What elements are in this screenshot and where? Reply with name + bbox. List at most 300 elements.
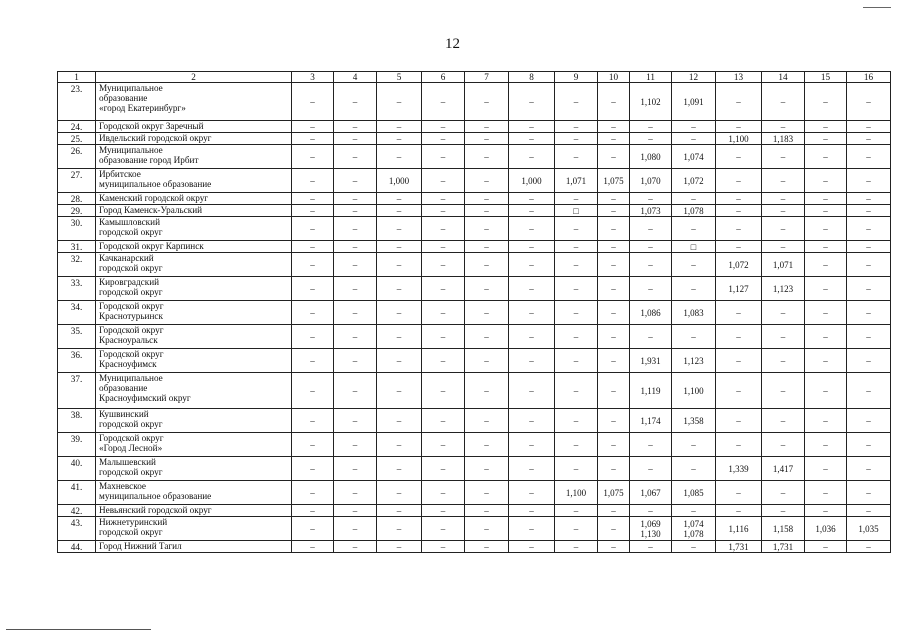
municipality-name: Муниципальное образование город Ирбит [96, 145, 292, 169]
value-cell: 1,067 [630, 481, 672, 505]
value-cell: – [377, 409, 422, 433]
municipality-name: Городской округ Карпинск [96, 241, 292, 253]
row-number: 27. [58, 169, 96, 193]
row-number: 33. [58, 277, 96, 301]
value-cell: – [805, 169, 847, 193]
value-cell: – [422, 409, 465, 433]
table-row [58, 457, 891, 481]
municipality-name: Кушвинский городской округ [96, 409, 292, 433]
row-number: 24. [58, 121, 96, 133]
municipality-name: Город Каменск-Уральский [96, 205, 292, 217]
value-cell: – [334, 457, 377, 481]
value-cell: – [762, 301, 805, 325]
value-cell: – [598, 433, 630, 457]
column-header: 1 [58, 72, 96, 83]
municipality-name: Городской округ «Город Лесной» [96, 433, 292, 457]
value-cell: – [630, 541, 672, 553]
column-header: 6 [422, 72, 465, 83]
value-cell: – [555, 457, 598, 481]
value-cell: – [465, 217, 509, 241]
value-cell: – [716, 349, 762, 373]
value-cell: 1,183 [762, 133, 805, 145]
value-cell: – [509, 457, 555, 481]
value-cell: – [762, 241, 805, 253]
value-cell: – [422, 349, 465, 373]
value-cell: – [805, 505, 847, 517]
table-row [58, 205, 891, 217]
value-cell: – [465, 373, 509, 409]
value-cell: – [598, 145, 630, 169]
value-cell: – [847, 169, 891, 193]
municipality-name: Нижнетуринский городской округ [96, 517, 292, 541]
value-cell: – [672, 541, 716, 553]
value-cell: – [292, 373, 334, 409]
value-cell: 1,116 [716, 517, 762, 541]
value-cell: – [805, 541, 847, 553]
value-cell: – [377, 457, 422, 481]
column-header: 8 [509, 72, 555, 83]
value-cell: – [465, 517, 509, 541]
value-cell: – [716, 241, 762, 253]
value-cell: – [377, 301, 422, 325]
value-cell: – [509, 349, 555, 373]
value-cell: – [422, 145, 465, 169]
value-cell: – [334, 433, 377, 457]
value-cell: – [422, 541, 465, 553]
table-row [58, 121, 891, 133]
value-cell: – [422, 133, 465, 145]
value-cell: – [598, 541, 630, 553]
value-cell: 1,036 [805, 517, 847, 541]
value-cell: – [292, 517, 334, 541]
value-cell: – [805, 325, 847, 349]
value-cell: – [509, 193, 555, 205]
value-cell: – [805, 217, 847, 241]
value-cell: – [465, 433, 509, 457]
value-cell: – [334, 349, 377, 373]
value-cell: – [630, 193, 672, 205]
row-number: 41. [58, 481, 96, 505]
municipality-name: Ивдельский городской округ [96, 133, 292, 145]
value-cell: – [555, 373, 598, 409]
column-header: 11 [630, 72, 672, 83]
value-cell: – [598, 277, 630, 301]
value-cell: – [555, 83, 598, 121]
value-cell: – [555, 133, 598, 145]
value-cell: – [377, 121, 422, 133]
value-cell: – [377, 481, 422, 505]
value-cell: 1,731 [716, 541, 762, 553]
value-cell: – [422, 325, 465, 349]
municipality-name: Махневское муниципальное образование [96, 481, 292, 505]
value-cell: – [465, 301, 509, 325]
value-cell: – [805, 349, 847, 373]
value-cell: 1,731 [762, 541, 805, 553]
value-cell: – [509, 325, 555, 349]
value-cell: – [292, 325, 334, 349]
value-cell: – [292, 121, 334, 133]
value-cell: – [509, 301, 555, 325]
value-cell: – [598, 505, 630, 517]
value-cell: – [377, 277, 422, 301]
value-cell: – [377, 145, 422, 169]
value-cell: – [847, 193, 891, 205]
table-row [58, 517, 891, 541]
value-cell: – [555, 325, 598, 349]
value-cell: – [716, 373, 762, 409]
value-cell: – [847, 145, 891, 169]
value-cell: – [292, 253, 334, 277]
value-cell: – [762, 349, 805, 373]
value-cell: – [805, 253, 847, 277]
row-number: 44. [58, 541, 96, 553]
value-cell: – [292, 409, 334, 433]
value-cell: – [292, 301, 334, 325]
row-number: 26. [58, 145, 96, 169]
column-header: 15 [805, 72, 847, 83]
value-cell: 1,075 [598, 481, 630, 505]
value-cell: – [334, 541, 377, 553]
value-cell: – [630, 505, 672, 517]
value-cell: – [805, 121, 847, 133]
value-cell: – [465, 409, 509, 433]
municipality-name: Невьянский городской округ [96, 505, 292, 517]
row-number: 43. [58, 517, 96, 541]
value-cell: 1,080 [630, 145, 672, 169]
municipality-name: Кировградский городской округ [96, 277, 292, 301]
value-cell: – [555, 541, 598, 553]
value-cell: – [377, 373, 422, 409]
value-cell: – [716, 193, 762, 205]
column-header: 7 [465, 72, 509, 83]
value-cell: – [762, 121, 805, 133]
value-cell: – [555, 301, 598, 325]
value-cell: – [672, 325, 716, 349]
column-header: 10 [598, 72, 630, 83]
data-table [57, 71, 891, 553]
row-number: 30. [58, 217, 96, 241]
value-cell: – [465, 145, 509, 169]
value-cell: – [847, 481, 891, 505]
value-cell: – [672, 133, 716, 145]
value-cell: – [762, 217, 805, 241]
value-cell: 1,000 [377, 169, 422, 193]
value-cell: – [630, 277, 672, 301]
value-cell: – [598, 133, 630, 145]
value-cell: – [465, 253, 509, 277]
value-cell: – [509, 277, 555, 301]
value-cell: – [716, 217, 762, 241]
value-cell: – [847, 205, 891, 217]
page-number: 12 [445, 36, 460, 52]
value-cell: – [847, 373, 891, 409]
value-cell: – [716, 169, 762, 193]
value-cell: – [509, 241, 555, 253]
value-cell: – [377, 133, 422, 145]
value-cell: 1,123 [672, 349, 716, 373]
value-cell: – [465, 121, 509, 133]
value-cell: – [509, 505, 555, 517]
table-row [58, 253, 891, 277]
value-cell: – [377, 205, 422, 217]
value-cell: – [292, 457, 334, 481]
row-number: 40. [58, 457, 96, 481]
value-cell: – [598, 193, 630, 205]
value-cell: – [630, 325, 672, 349]
value-cell: – [716, 145, 762, 169]
value-cell: – [762, 505, 805, 517]
value-cell: – [509, 517, 555, 541]
value-cell: – [598, 121, 630, 133]
value-cell: 1,074 1,078 [672, 517, 716, 541]
table-row [58, 301, 891, 325]
value-cell: – [805, 301, 847, 325]
value-cell: – [716, 409, 762, 433]
value-cell: – [847, 301, 891, 325]
value-cell: – [716, 481, 762, 505]
value-cell: – [292, 83, 334, 121]
value-cell: – [716, 325, 762, 349]
value-cell: 1,100 [555, 481, 598, 505]
value-cell: – [465, 83, 509, 121]
value-cell: 1,174 [630, 409, 672, 433]
table-row [58, 349, 891, 373]
value-cell: – [762, 409, 805, 433]
value-cell: – [334, 409, 377, 433]
value-cell: – [334, 133, 377, 145]
municipality-name: Город Нижний Тагил [96, 541, 292, 553]
value-cell: – [334, 505, 377, 517]
value-cell: □ [555, 205, 598, 217]
value-cell: – [555, 121, 598, 133]
value-cell: – [422, 241, 465, 253]
value-cell: 1,091 [672, 83, 716, 121]
value-cell: – [555, 145, 598, 169]
value-cell: – [598, 217, 630, 241]
value-cell: – [334, 277, 377, 301]
value-cell: 1,074 [672, 145, 716, 169]
row-number: 39. [58, 433, 96, 457]
table-header-row [58, 72, 891, 83]
value-cell: – [422, 373, 465, 409]
municipality-name: Ирбитское муниципальное образование [96, 169, 292, 193]
value-cell: – [509, 481, 555, 505]
value-cell: – [334, 241, 377, 253]
value-cell: – [465, 541, 509, 553]
value-cell: – [292, 541, 334, 553]
table-row [58, 277, 891, 301]
value-cell: – [762, 145, 805, 169]
table-row [58, 145, 891, 169]
column-header: 12 [672, 72, 716, 83]
column-header: 16 [847, 72, 891, 83]
value-cell: – [762, 193, 805, 205]
value-cell: – [334, 83, 377, 121]
value-cell: – [847, 217, 891, 241]
value-cell: – [555, 217, 598, 241]
value-cell: – [805, 205, 847, 217]
value-cell: – [422, 517, 465, 541]
value-cell: – [555, 241, 598, 253]
value-cell: – [805, 373, 847, 409]
table-row [58, 373, 891, 409]
value-cell: 1,100 [672, 373, 716, 409]
value-cell: – [716, 433, 762, 457]
value-cell: – [672, 253, 716, 277]
value-cell: – [805, 83, 847, 121]
value-cell: – [672, 277, 716, 301]
value-cell: – [555, 349, 598, 373]
value-cell: □ [672, 241, 716, 253]
value-cell: – [555, 277, 598, 301]
column-header: 4 [334, 72, 377, 83]
value-cell: 1,072 [716, 253, 762, 277]
municipality-name: Муниципальное образование «город Екатеринбург» [96, 83, 292, 121]
value-cell: 1,102 [630, 83, 672, 121]
value-cell: – [672, 457, 716, 481]
value-cell: – [292, 145, 334, 169]
value-cell: – [377, 541, 422, 553]
value-cell: – [509, 83, 555, 121]
municipality-name: Муниципальное образование Красноуфимский округ [96, 373, 292, 409]
value-cell: – [334, 481, 377, 505]
value-cell: – [630, 217, 672, 241]
value-cell: – [509, 541, 555, 553]
value-cell: – [555, 193, 598, 205]
value-cell: – [377, 505, 422, 517]
value-cell: – [377, 217, 422, 241]
value-cell: 1,075 [598, 169, 630, 193]
value-cell: 1,158 [762, 517, 805, 541]
value-cell: – [465, 349, 509, 373]
value-cell: – [672, 433, 716, 457]
value-cell: – [716, 301, 762, 325]
value-cell: – [465, 193, 509, 205]
value-cell: – [509, 253, 555, 277]
table-row [58, 541, 891, 553]
value-cell: – [598, 409, 630, 433]
value-cell: – [847, 83, 891, 121]
value-cell: – [805, 241, 847, 253]
value-cell: – [762, 169, 805, 193]
value-cell: – [334, 373, 377, 409]
municipality-name: Камышловский городской округ [96, 217, 292, 241]
table-row [58, 241, 891, 253]
value-cell: – [847, 457, 891, 481]
value-cell: – [377, 325, 422, 349]
value-cell: – [334, 301, 377, 325]
table-row [58, 193, 891, 205]
value-cell: – [509, 133, 555, 145]
value-cell: – [334, 325, 377, 349]
value-cell: – [422, 253, 465, 277]
table-row [58, 325, 891, 349]
value-cell: – [292, 169, 334, 193]
value-cell: – [465, 505, 509, 517]
value-cell: – [292, 133, 334, 145]
value-cell: – [847, 325, 891, 349]
value-cell: – [598, 325, 630, 349]
value-cell: – [598, 301, 630, 325]
value-cell: 1,073 [630, 205, 672, 217]
table-row [58, 481, 891, 505]
value-cell: – [422, 121, 465, 133]
value-cell: – [509, 205, 555, 217]
value-cell: – [377, 253, 422, 277]
value-cell: 1,035 [847, 517, 891, 541]
value-cell: 1,931 [630, 349, 672, 373]
table-row [58, 217, 891, 241]
value-cell: – [509, 145, 555, 169]
value-cell: 1,417 [762, 457, 805, 481]
value-cell: 1,085 [672, 481, 716, 505]
row-number: 36. [58, 349, 96, 373]
value-cell: – [805, 133, 847, 145]
value-cell: – [422, 277, 465, 301]
value-cell: – [292, 217, 334, 241]
value-cell: – [716, 121, 762, 133]
row-number: 28. [58, 193, 96, 205]
value-cell: – [762, 433, 805, 457]
value-cell: 1,000 [509, 169, 555, 193]
municipality-name: Городской округ Заречный [96, 121, 292, 133]
value-cell: – [762, 83, 805, 121]
value-cell: – [847, 433, 891, 457]
value-cell: – [377, 433, 422, 457]
value-cell: – [762, 373, 805, 409]
value-cell: – [555, 433, 598, 457]
value-cell: – [555, 253, 598, 277]
value-cell: – [762, 481, 805, 505]
value-cell: 1,071 [762, 253, 805, 277]
value-cell: – [630, 241, 672, 253]
value-cell: – [598, 349, 630, 373]
value-cell: – [672, 121, 716, 133]
value-cell: – [334, 145, 377, 169]
value-cell: – [465, 457, 509, 481]
value-cell: – [465, 481, 509, 505]
value-cell: – [292, 481, 334, 505]
value-cell: – [422, 205, 465, 217]
value-cell: 1,100 [716, 133, 762, 145]
value-cell: – [630, 133, 672, 145]
value-cell: – [555, 505, 598, 517]
value-cell: – [509, 121, 555, 133]
value-cell: 1,086 [630, 301, 672, 325]
footnote-rule [6, 629, 151, 630]
column-header: 2 [96, 72, 292, 83]
value-cell: – [465, 169, 509, 193]
value-cell: – [847, 409, 891, 433]
value-cell: 1,119 [630, 373, 672, 409]
value-cell: – [509, 409, 555, 433]
value-cell: – [334, 205, 377, 217]
value-cell: – [762, 205, 805, 217]
value-cell: 1,123 [762, 277, 805, 301]
value-cell: – [805, 277, 847, 301]
municipality-name: Городской округ Красноуральск [96, 325, 292, 349]
value-cell: – [334, 253, 377, 277]
municipality-name: Городской округ Краснотурьинск [96, 301, 292, 325]
value-cell: – [805, 457, 847, 481]
table-body [58, 72, 891, 553]
value-cell: – [292, 241, 334, 253]
value-cell: – [847, 277, 891, 301]
value-cell: 1,078 [672, 205, 716, 217]
column-header: 14 [762, 72, 805, 83]
row-number: 34. [58, 301, 96, 325]
value-cell: – [672, 505, 716, 517]
